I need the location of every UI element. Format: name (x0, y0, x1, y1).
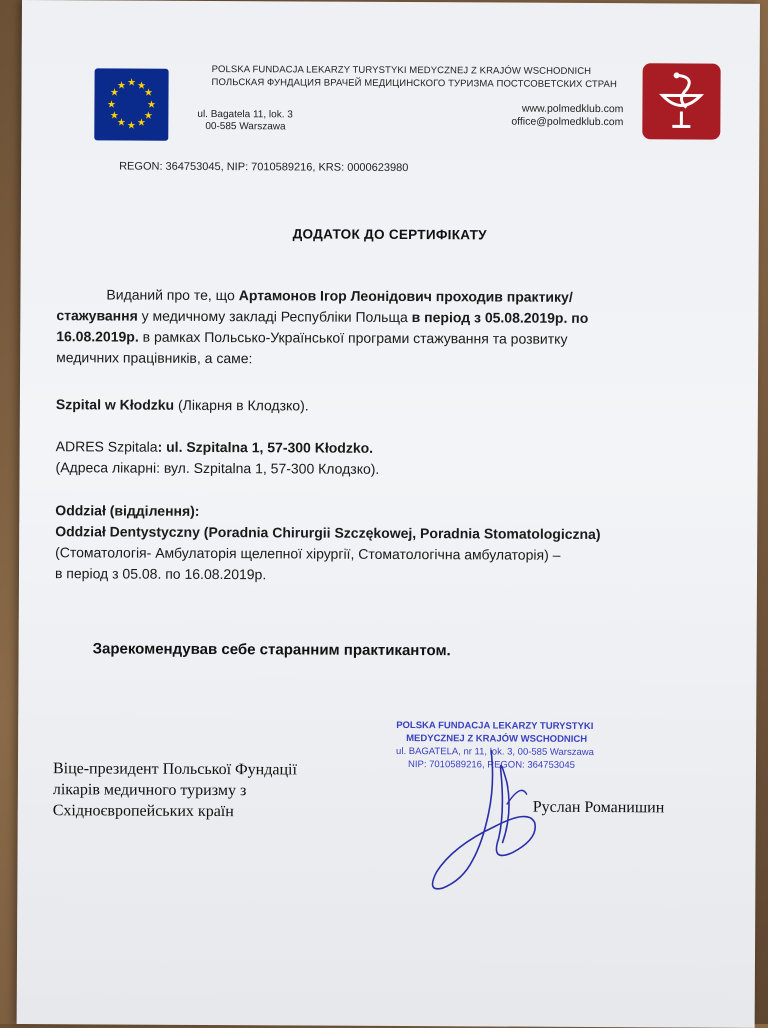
svg-text:★: ★ (137, 81, 146, 92)
text-institution: у медичному закладі Республіки Польща (138, 308, 412, 325)
svg-text:★: ★ (147, 100, 156, 111)
department-translation: (Стоматологія- Амбулаторія щелепної хірургії, Стоматологічна амбулаторія) – (55, 542, 600, 566)
svg-text:★: ★ (117, 80, 126, 91)
bowl-of-hygieia-icon (642, 63, 720, 139)
eu-stars-icon (94, 68, 168, 140)
period-start: в період з 05.08.2019р. по (412, 309, 589, 326)
stamp-line-2: MEDYCZNEJ Z KRAJÓW WSCHODNICH (396, 732, 594, 746)
stamp-line-1: POLSKA FUNDACJA LEKARZY TURYSTYKI (396, 719, 594, 733)
main-paragraph (56, 284, 588, 371)
department-name: Oddział Dentystyczny (Poradnia Chirurgii Szczękowej, Poradnia Stomatologiczna) (55, 523, 600, 542)
svg-text:★: ★ (127, 78, 136, 89)
paragraph-line-1 (56, 284, 588, 308)
address-block (55, 436, 379, 480)
hospital-line (56, 394, 309, 416)
hospital-address (56, 436, 380, 459)
text-issued: Виданий про те, що (106, 286, 238, 303)
vice-president-title (53, 758, 297, 822)
intern-name: Артамонов Ігор Леонідович проходив практику/ (239, 287, 573, 305)
org-contacts (441, 102, 623, 129)
svg-text:★: ★ (117, 117, 126, 128)
svg-text:★: ★ (110, 87, 119, 98)
org-name-russian: ПОЛЬСКАЯ ФУНДАЦИЯ ВРАЧЕЙ МЕДИЦИНСКОГО ТУРИЗМА ПОСТСОВЕТСКИХ СТРАН (212, 77, 617, 90)
svg-text:★: ★ (110, 110, 119, 121)
svg-text:★: ★ (137, 118, 146, 129)
department-block (55, 500, 601, 587)
eu-flag-logo (94, 68, 168, 140)
document-title: ДОДАТОК ДО СЕРТИФІКАТУ (21, 225, 759, 244)
svg-text:★: ★ (127, 121, 136, 132)
certificate-page (17, 0, 760, 1028)
vp-line-1: Віце-президент Польської Фундації (53, 758, 297, 780)
registry-numbers: REGON: 364753045, NIP: 7010589216, KRS: 0000623980 (119, 161, 408, 175)
paragraph-line-4: медичних працівників, а саме: (56, 347, 588, 371)
text-internship: стажування (56, 307, 138, 323)
website-text: www.polmedklub.com (441, 102, 623, 116)
org-address (197, 109, 293, 133)
period-end: 16.08.2019р. (56, 328, 139, 344)
medical-logo (642, 63, 720, 139)
email-text: office@polmedklub.com (441, 115, 623, 129)
department-label: Oddział (відділення): (55, 502, 199, 519)
stamp-line-4: NIP: 7010589216, REGON: 364753045 (396, 758, 594, 772)
address-city: 00-585 Warszawa (197, 121, 292, 133)
department-period: в період з 05.08. по 16.08.2019р. (55, 563, 600, 587)
address-label: ADRES Szpitala (56, 438, 158, 455)
hospital-translation: (Лікарня в Клодзко). (174, 397, 309, 414)
hospital-address-ua: (Адреса лікарні: вул. Szpitalna 1, 57-300 Клодзко). (55, 457, 379, 480)
signer-name: Руслан Романишин (533, 799, 665, 818)
vp-line-2: лікарів медичного туризму з (53, 779, 297, 801)
hospital-name: Szpital w Kłodzku (56, 396, 174, 413)
paragraph-line-3 (56, 326, 588, 350)
paragraph-line-2 (56, 305, 588, 329)
svg-text:★: ★ (144, 88, 153, 99)
org-name-polish: POLSKA FUNDACJA LEKARZY TURYSTYKI MEDYCZNEJ Z KRAJÓW WSCHODNICH (212, 64, 592, 77)
recommendation-text: Зарекомендував себе старанним практикантом. (93, 640, 451, 659)
address-value: : ul. Szpitalna 1, 57-300 Kłodzko. (158, 439, 374, 456)
svg-text:★: ★ (107, 99, 116, 110)
address-street: ul. Bagatela 11, lok. 3 (197, 109, 292, 121)
handwritten-signature (402, 742, 583, 903)
stamp-line-3: ul. BAGATELA, nr 11, lok. 3, 00-585 Warszawa (396, 745, 594, 759)
vp-line-3: Східноєвропейських країн (53, 800, 297, 822)
text-program: в рамках Польсько-Української програми стажування та розвитку (139, 329, 568, 347)
svg-text:★: ★ (144, 111, 153, 122)
